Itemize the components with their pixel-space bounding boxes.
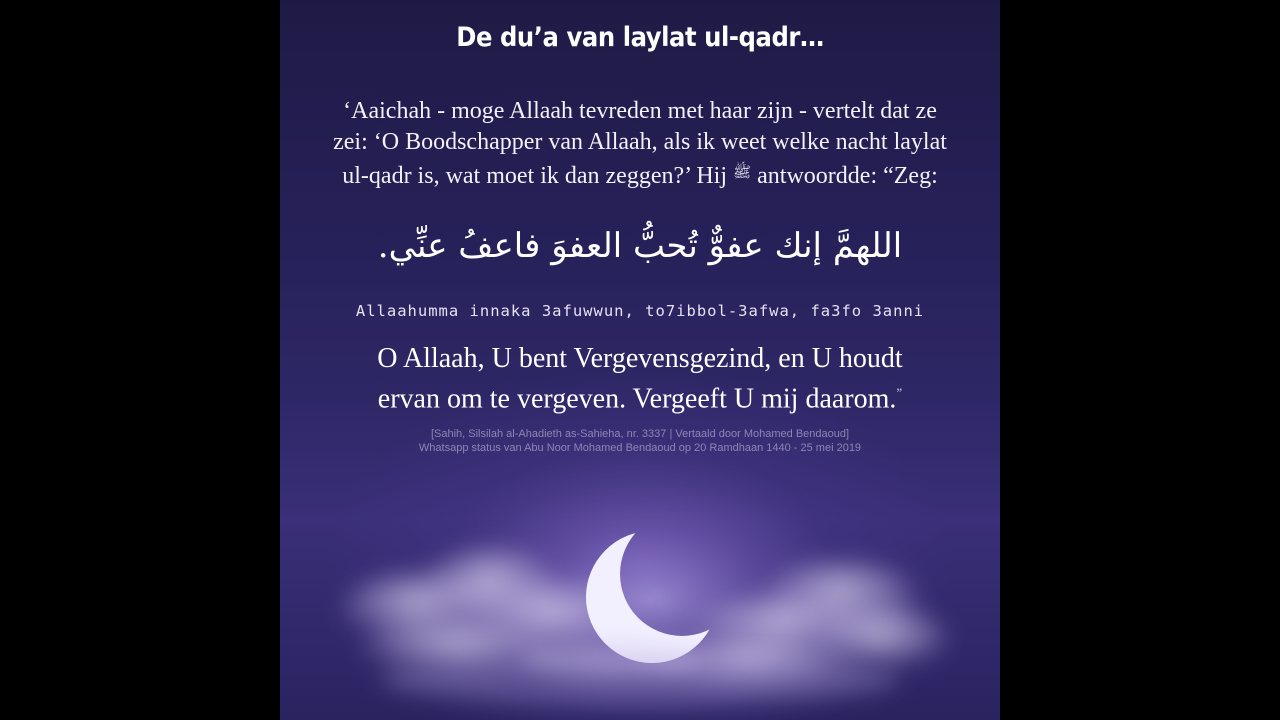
arabic-dua: اللهمَّ إنك عفوٌّ تُحبُّ العفوَ فاعفُ عنِّي. (377, 226, 903, 266)
transliteration: Allaahumma innaka 3afuwwun, to7ibbol-3afwa, fa3fo 3anni (355, 302, 925, 320)
night-sky-scene (280, 480, 1000, 720)
source-line-1: [Sahih, Silsilah al-Ahadieth as-Sahieha, nr. 3337 | Vertaald door Mohamed Bendaoud] (430, 428, 850, 440)
source-citation (280, 427, 1000, 455)
narration-line-1: ‘Aaichah - moge Allaah tevreden met haar zijn - vertelt dat ze (343, 98, 937, 124)
narration-line-3-start: ul-qadr is, wat moet ik dan zeggen?’ Hij (342, 163, 734, 189)
poster (280, 0, 1000, 720)
narration-line-3 (300, 158, 980, 192)
narration-line-2: zei: ‘O Boodschapper van Allaah, als ik weet welke nacht laylat (333, 129, 947, 155)
translation-line-1: O Allaah, U bent Vergevensgezind, en U houdt (377, 343, 903, 374)
narration-line-3-end: antwoordde: “Zeg: (751, 163, 938, 189)
poster-title: De du’a van laylat ul-qadr… (456, 22, 824, 53)
hadith-narration (300, 96, 980, 192)
translation-line-2-text: ervan om te vergeven. Vergeeft U mij daarom. (377, 383, 897, 415)
closing-quote: ” (896, 385, 903, 400)
salutation-glyph: ﷺ (733, 165, 752, 181)
dutch-translation (310, 342, 970, 416)
translation-line-2 (310, 376, 970, 416)
source-line-2: Whatsapp status van Abu Noor Mohamed Bendaoud op 20 Ramdhaan 1440 - 25 mei 2019 (418, 442, 862, 454)
